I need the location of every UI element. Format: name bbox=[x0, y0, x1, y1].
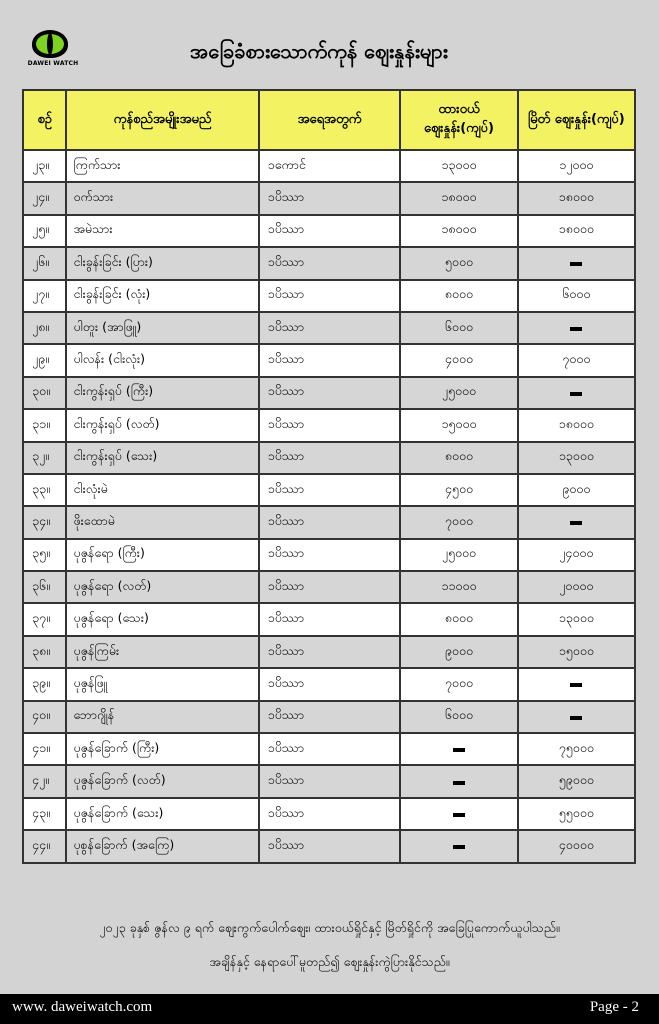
item-unit: ၁ပိဿာ bbox=[259, 182, 401, 214]
row-number: ၂၈။ bbox=[23, 312, 66, 344]
row-number: ၄၄။ bbox=[23, 830, 66, 862]
column-header-item: ကုန်စည်အမျိုးအမည် bbox=[66, 90, 258, 150]
footer-bar bbox=[0, 994, 659, 1024]
table-row bbox=[23, 571, 635, 603]
myeik-price: ၂၀၀၀၀ bbox=[518, 571, 635, 603]
dawei-watch-logo bbox=[26, 28, 78, 72]
item-name: ပုဇွန်ရော (သေး) bbox=[66, 603, 258, 635]
table-row bbox=[23, 830, 635, 862]
item-name: ငါးခွန်းခြင်း (လုံး) bbox=[66, 280, 258, 312]
dawei-price: ၄၀၀၀ bbox=[400, 344, 517, 376]
dawei-price: ၈၀၀၀ bbox=[400, 280, 517, 312]
row-number: ၂၄။ bbox=[23, 182, 66, 214]
myeik-price: ၁၂၀၀၀ bbox=[518, 150, 635, 182]
row-number: ၄၁။ bbox=[23, 733, 66, 765]
survey-note: ၂၀၂၃ ခုနှစ် ဇွန်လ ၉ ရက် ဈေးကွက်ပေါက်ဈေး၊ ထားဝယ်ရှိုင်နှင့် မြိတ်ရှိုင်ကို အခြေပြုကောက်ယူပါသည်။ bbox=[99, 920, 560, 935]
table-row bbox=[23, 474, 635, 506]
dawei-price: ၁၈၀၀၀ bbox=[400, 182, 517, 214]
item-name: ဖိုးထောမဲ bbox=[66, 506, 258, 538]
myeik-price bbox=[518, 506, 635, 538]
item-name: ပုဇွန်ကြမ်း bbox=[66, 636, 258, 668]
myeik-price: ၆၀၀၀ bbox=[518, 280, 635, 312]
item-unit: ၁ပိဿာ bbox=[259, 733, 401, 765]
myeik-price: ၁၅၀၀၀ bbox=[518, 636, 635, 668]
row-number: ၃၁။ bbox=[23, 409, 66, 441]
dash-mark bbox=[453, 748, 465, 752]
row-number: ၃၆။ bbox=[23, 571, 66, 603]
dash-mark bbox=[570, 392, 582, 396]
dawei-price: ၆၀၀၀ bbox=[400, 701, 517, 733]
item-name: ငါးကွန်းရှပ် (ကြီး) bbox=[66, 377, 258, 409]
table-row bbox=[23, 312, 635, 344]
dawei-price bbox=[400, 733, 517, 765]
table-row bbox=[23, 409, 635, 441]
item-unit: ၁ပိဿာ bbox=[259, 506, 401, 538]
dawei-price bbox=[400, 830, 517, 862]
item-name: ဝက်သား bbox=[66, 182, 258, 214]
dash-mark bbox=[570, 521, 582, 525]
dawei-price: ၉၀၀၀ bbox=[400, 636, 517, 668]
row-number: ၃၅။ bbox=[23, 539, 66, 571]
item-unit: ၁ပိဿာ bbox=[259, 409, 401, 441]
item-unit: ၁ပိဿာ bbox=[259, 474, 401, 506]
price-table bbox=[22, 89, 636, 864]
myeik-price: ၂၄၀၀၀ bbox=[518, 539, 635, 571]
myeik-price: ၅၅၀၀၀ bbox=[518, 798, 635, 830]
dawei-price: ၈၀၀၀ bbox=[400, 442, 517, 474]
table-row bbox=[23, 182, 635, 214]
item-name: ပါလန်း (ငါးလုံး) bbox=[66, 344, 258, 376]
item-unit: ၁ပိဿာ bbox=[259, 280, 401, 312]
table-row bbox=[23, 798, 635, 830]
row-number: ၃၈။ bbox=[23, 636, 66, 668]
item-unit: ၁ပိဿာ bbox=[259, 539, 401, 571]
dash-mark bbox=[570, 327, 582, 331]
item-name: အမဲသား bbox=[66, 215, 258, 247]
table-row bbox=[23, 442, 635, 474]
dawei-price: ၁၈၀၀၀ bbox=[400, 215, 517, 247]
myeik-price: ၁၃၀၀၀ bbox=[518, 603, 635, 635]
myeik-price: ၁၃၀၀၀ bbox=[518, 442, 635, 474]
myeik-price: ၁၈၀၀၀ bbox=[518, 409, 635, 441]
item-unit: ၁ကောင် bbox=[259, 150, 401, 182]
table-row bbox=[23, 506, 635, 538]
item-unit: ၁ပိဿာ bbox=[259, 765, 401, 797]
item-name: ပုဇွန်ရော (ကြီး) bbox=[66, 539, 258, 571]
item-unit: ၁ပိဿာ bbox=[259, 312, 401, 344]
row-number: ၃၂။ bbox=[23, 442, 66, 474]
myeik-price: ၉၀၀၀ bbox=[518, 474, 635, 506]
myeik-price: ၁၈၀၀၀ bbox=[518, 182, 635, 214]
dawei-price: ၁၅၀၀၀ bbox=[400, 409, 517, 441]
table-row bbox=[23, 765, 635, 797]
item-name: ပုဇွန်ဖြူ bbox=[66, 668, 258, 700]
item-name: ပုဇွန်ရော (လတ်) bbox=[66, 571, 258, 603]
myeik-price bbox=[518, 668, 635, 700]
item-unit: ၁ပိဿာ bbox=[259, 701, 401, 733]
dawei-price: ၁၃၀၀၀ bbox=[400, 150, 517, 182]
row-number: ၂၇။ bbox=[23, 280, 66, 312]
table-row bbox=[23, 377, 635, 409]
dawei-price: ၇၀၀၀ bbox=[400, 668, 517, 700]
dawei-price: ၁၁၀၀၀ bbox=[400, 571, 517, 603]
table-row bbox=[23, 247, 635, 279]
item-name: ကြက်သား bbox=[66, 150, 258, 182]
row-number: ၃၉။ bbox=[23, 668, 66, 700]
myeik-price: ၁၈၀၀၀ bbox=[518, 215, 635, 247]
dawei-price: ၂၅၀၀၀ bbox=[400, 377, 517, 409]
myeik-price bbox=[518, 312, 635, 344]
dawei-price: ၇၀၀၀ bbox=[400, 506, 517, 538]
dawei-price: ၆၀၀၀ bbox=[400, 312, 517, 344]
item-unit: ၁ပိဿာ bbox=[259, 571, 401, 603]
item-unit: ၁ပိဿာ bbox=[259, 442, 401, 474]
myeik-price bbox=[518, 377, 635, 409]
dash-mark bbox=[570, 262, 582, 266]
row-number: ၃၄။ bbox=[23, 506, 66, 538]
row-number: ၂၉။ bbox=[23, 344, 66, 376]
item-name: ငါးလုံးမဲ bbox=[66, 474, 258, 506]
dawei-price: ၄၅၀၀ bbox=[400, 474, 517, 506]
item-unit: ၁ပိဿာ bbox=[259, 247, 401, 279]
row-number: ၃၀။ bbox=[23, 377, 66, 409]
row-number: ၃၇။ bbox=[23, 603, 66, 635]
item-unit: ၁ပိဿာ bbox=[259, 668, 401, 700]
column-header-unit: အရေအတွက် bbox=[259, 90, 401, 150]
table-row bbox=[23, 344, 635, 376]
item-name: ငါးကွန်းရှပ် (လတ်) bbox=[66, 409, 258, 441]
item-name: ပုဇွန်ခြောက် (ကြီး) bbox=[66, 733, 258, 765]
column-header-no: စဉ် bbox=[23, 90, 66, 150]
myeik-price bbox=[518, 701, 635, 733]
dawei-price: ၈၀၀၀ bbox=[400, 603, 517, 635]
dash-mark bbox=[570, 716, 582, 720]
eye-icon bbox=[32, 30, 68, 58]
item-name: ပါတူး (အာဖြူ) bbox=[66, 312, 258, 344]
item-unit: ၁ပိဿာ bbox=[259, 603, 401, 635]
row-number: ၄၃။ bbox=[23, 798, 66, 830]
dawei-price bbox=[400, 798, 517, 830]
column-header-dawei-price: ထားဝယ် ဈေးနှုန်း(ကျပ်) bbox=[400, 90, 517, 150]
item-unit: ၁ပိဿာ bbox=[259, 798, 401, 830]
item-unit: ၁ပိဿာ bbox=[259, 377, 401, 409]
table-row bbox=[23, 701, 635, 733]
table-row bbox=[23, 668, 635, 700]
dawei-price: ၂၅၀၀၀ bbox=[400, 539, 517, 571]
table-row bbox=[23, 603, 635, 635]
website-link[interactable]: www. daweiwatch.com bbox=[12, 999, 153, 1015]
table-row bbox=[23, 215, 635, 247]
row-number: ၄၂။ bbox=[23, 765, 66, 797]
dash-mark bbox=[570, 683, 582, 687]
row-number: ၂၆။ bbox=[23, 247, 66, 279]
column-header-myeik-price: မြိတ် ဈေးနှုန်း(ကျပ်) bbox=[518, 90, 635, 150]
table-row bbox=[23, 280, 635, 312]
table-row bbox=[23, 636, 635, 668]
dawei-price: ၅၀၀၀ bbox=[400, 247, 517, 279]
item-name: ပုဇွန်ခြောက် (လတ်) bbox=[66, 765, 258, 797]
disclaimer-note: အချိန်နှင့် နေရာပေါ်မူတည်၍ ဈေးနှုန်းကွဲပြားနိုင်သည်။ bbox=[209, 954, 450, 969]
dash-mark bbox=[453, 845, 465, 849]
myeik-price: ၄၀၀၀၀ bbox=[518, 830, 635, 862]
myeik-price bbox=[518, 247, 635, 279]
row-number: ၄၀။ bbox=[23, 701, 66, 733]
table-row bbox=[23, 733, 635, 765]
dash-mark bbox=[453, 781, 465, 785]
page-number: Page - 2 bbox=[589, 999, 639, 1015]
dawei-price bbox=[400, 765, 517, 797]
item-unit: ၁ပိဿာ bbox=[259, 830, 401, 862]
table-row bbox=[23, 539, 635, 571]
item-unit: ၁ပိဿာ bbox=[259, 636, 401, 668]
item-name: ပုဇွန်ခြောက် (သေး) bbox=[66, 798, 258, 830]
myeik-price: ၇၀၀၀ bbox=[518, 344, 635, 376]
item-name: ငါးခွန်းခြင်း (ပြား) bbox=[66, 247, 258, 279]
row-number: ၂၃။ bbox=[23, 150, 66, 182]
item-name: ပုစွန်ခြောက် (အကြေ) bbox=[66, 830, 258, 862]
dash-mark bbox=[453, 813, 465, 817]
table-header-row bbox=[23, 90, 635, 150]
logo-text: DAWEI WATCH bbox=[27, 60, 79, 67]
item-name: ငါးကွန်းရှပ် (သေး) bbox=[66, 442, 258, 474]
row-number: ၂၅။ bbox=[23, 215, 66, 247]
myeik-price: ၅၉၀၀၀ bbox=[518, 765, 635, 797]
page-title: အခြေခံစားသောက်ကုန် ဈေးနှုန်းများ bbox=[190, 39, 448, 63]
row-number: ၃၃။ bbox=[23, 474, 66, 506]
myeik-price: ၇၅၀၀၀ bbox=[518, 733, 635, 765]
item-unit: ၁ပိဿာ bbox=[259, 344, 401, 376]
item-unit: ၁ပိဿာ bbox=[259, 215, 401, 247]
item-name: ဘောဂျိုန် bbox=[66, 701, 258, 733]
table-row bbox=[23, 150, 635, 182]
